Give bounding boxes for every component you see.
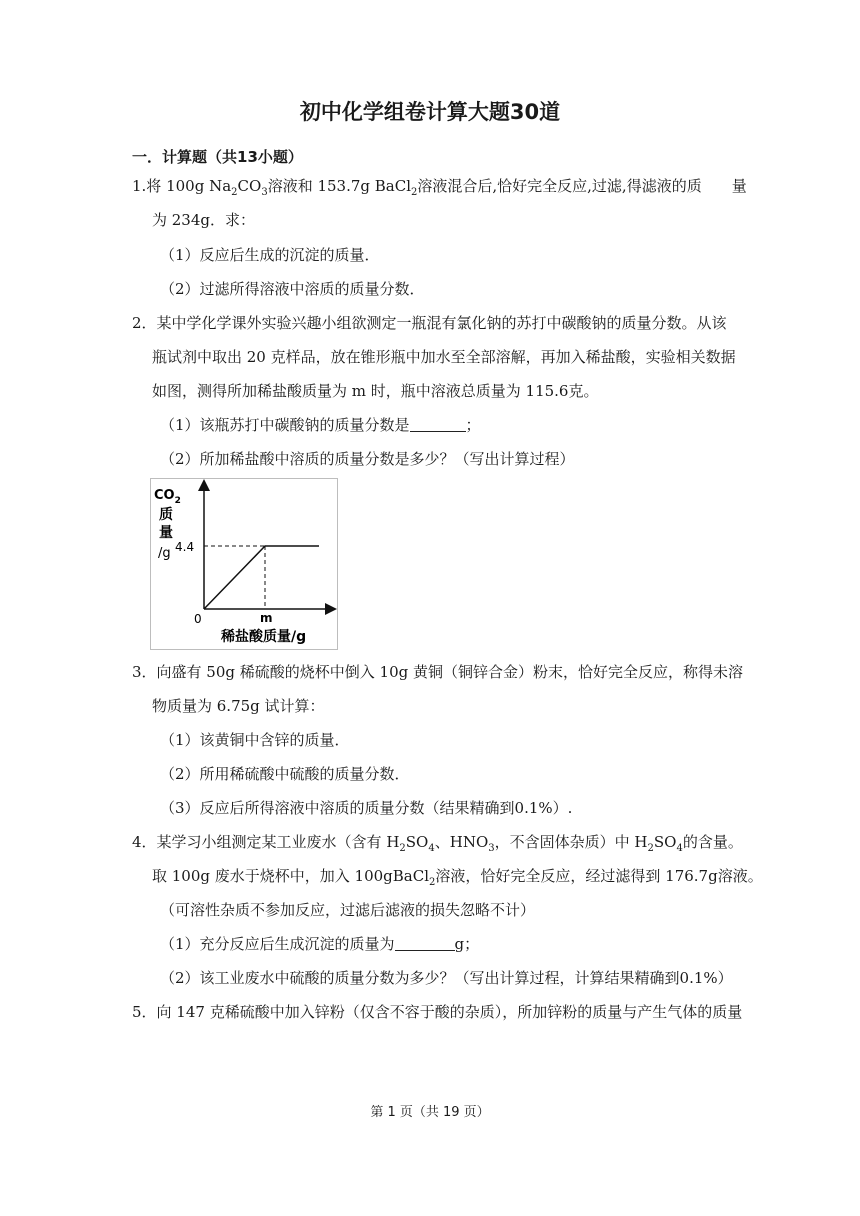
question-5-line-1: 5．向 147 克稀硫酸中加入锌粉（仅含不容于酸的杂质），所加锌粉的质量与产生气体的质量 xyxy=(132,1003,743,1021)
question-1-line-2: 为 234g．求： xyxy=(152,211,256,229)
co2-mass-graph xyxy=(150,478,338,650)
x-axis-label: 稀盐酸质量/g xyxy=(221,629,307,645)
y-axis-label-co2: $CO_2$ xyxy=(154,488,181,506)
y-axis-label-zhi: 质 xyxy=(159,507,173,523)
question-1-line-1: 1.将 100g $Na_2CO_3$溶液和 153.7g BaCl$_2$溶液混合后,恰好完全反应,过滤,得滤液的质 量 xyxy=(132,177,747,198)
question-1-part-1: （1）反应后生成的沉淀的质量． xyxy=(160,246,380,264)
y-axis-label-unit: /g xyxy=(158,546,171,561)
question-2-part-2: （2）所加稀盐酸中溶质的质量分数是多少？（写出计算过程） xyxy=(160,450,575,468)
question-4-line-1: 4．某学习小组测定某工业废水（含有 $H_2SO_4$、$HNO_3$，不含固体杂质）中 $H_2SO_4$的含量。 xyxy=(132,833,743,854)
graph-svg xyxy=(151,479,337,649)
question-1-part-2: （2）过滤所得溶液中溶质的质量分数． xyxy=(160,280,425,298)
answer-blank xyxy=(395,936,455,951)
y-axis-label-liang: 量 xyxy=(159,525,173,541)
question-2-line-2: 瓶试剂中取出 20 克样品，放在锥形瓶中加水至全部溶解，再加入稀盐酸，实验相关数据 xyxy=(152,348,736,366)
question-4-part-2: （2）该工业废水中硫酸的质量分数为多少？（写出计算过程，计算结果精确到0.1%） xyxy=(160,969,733,987)
question-2-part-1: （1）该瓶苏打中碳酸钠的质量分数是 ； xyxy=(160,416,481,434)
question-4-line-2: 取 100g 废水于烧杯中，加入 100gBaCl$_2$溶液，恰好完全反应，经过滤得到 176.7g溶液。 xyxy=(152,867,763,888)
question-4-line-3: （可溶性杂质不参加反应，过滤后滤液的损失忽略不计） xyxy=(160,901,536,919)
question-3-part-1: （1）该黄铜中含锌的质量． xyxy=(160,731,350,749)
answer-blank xyxy=(410,417,466,432)
x-tick-label: m xyxy=(260,611,273,625)
question-3-line-1: 3．向盛有 50g 稀硫酸的烧杯中倒入 10g 黄铜（铜锌合金）粉末，恰好完全反应，称得未溶 xyxy=(132,663,743,681)
series-line xyxy=(204,546,319,609)
question-2-line-1: 2．某中学化学课外实验兴趣小组欲测定一瓶混有氯化钠的苏打中碳酸钠的质量分数。从该 xyxy=(132,314,727,332)
question-4-part-1: （1）充分反应后生成沉淀的质量为 g； xyxy=(160,935,480,953)
page-footer: 第 1 页（共 19 页） xyxy=(370,1105,490,1120)
question-2-line-3: 如图，测得所加稀盐酸质量为 m 时，瓶中溶液总质量为 115.6克。 xyxy=(152,382,599,400)
section-heading: 一．计算题（共13小题） xyxy=(132,148,303,166)
page-title: 初中化学组卷计算大题30道 xyxy=(299,100,561,124)
origin-label: 0 xyxy=(194,612,202,626)
question-3-line-2: 物质量为 6.75g 试计算： xyxy=(152,697,325,715)
y-tick-label: 4.4 xyxy=(175,540,195,554)
question-3-part-3: （3）反应后所得溶液中溶质的质量分数（结果精确到0.1%）. xyxy=(160,799,573,817)
co2-mass-curve xyxy=(204,546,319,609)
question-3-part-2: （2）所用稀硫酸中硫酸的质量分数． xyxy=(160,765,410,783)
